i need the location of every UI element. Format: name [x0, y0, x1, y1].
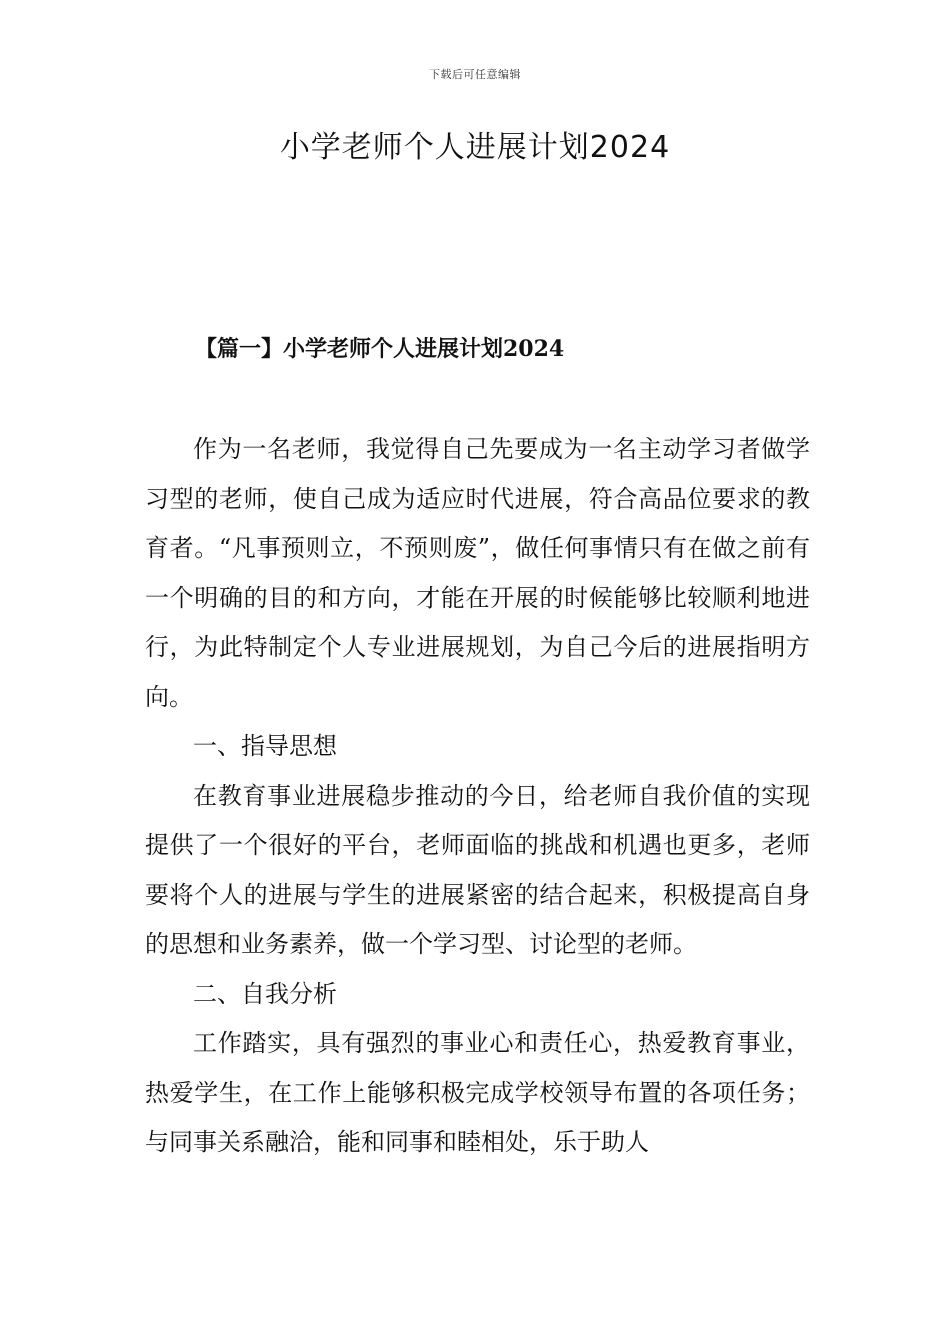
- heading-self-analysis: 二、自我分析: [193, 979, 337, 1008]
- guiding-ideology-paragraph: 在教育事业进展稳步推动的今日，给老师自我价值的实现提供了一个很好的平台，老师面临的挑战和机遇也更多，老师要将个人的进展与学生的进展紧密的结合起来，积极提高自身的思想和业务素养，做一个学习型、讨论型的老师。: [145, 781, 810, 958]
- document-title: 小学老师个人进展计划2024: [279, 130, 671, 165]
- section-heading: 【篇一】小学老师个人进展计划2024: [195, 336, 565, 362]
- intro-paragraph: 作为一名老师，我觉得自己先要成为一名主动学习者做学习型的老师，使自己成为适应时代进展，符合高品位要求的教育者。“凡事预则立，不预则废”，做任何事情只有在做之前有一个明确的目的和方向，才能在开展的时候能够比较顺利地进行，为此特制定个人专业进展规划，为自己今后的进展指明方向。: [145, 435, 810, 711]
- document-body: [145, 425, 810, 1168]
- self-analysis-paragraph: 工作踏实，具有强烈的事业心和责任心，热爱教育事业，热爱学生，在工作上能够积极完成学校领导布置的各项任务；与同事关系融洽，能和同事和睦相处，乐于助人: [145, 1029, 810, 1156]
- header-note: 下载后可任意编辑: [429, 68, 521, 81]
- heading-guiding-ideology: 一、指导思想: [193, 732, 337, 760]
